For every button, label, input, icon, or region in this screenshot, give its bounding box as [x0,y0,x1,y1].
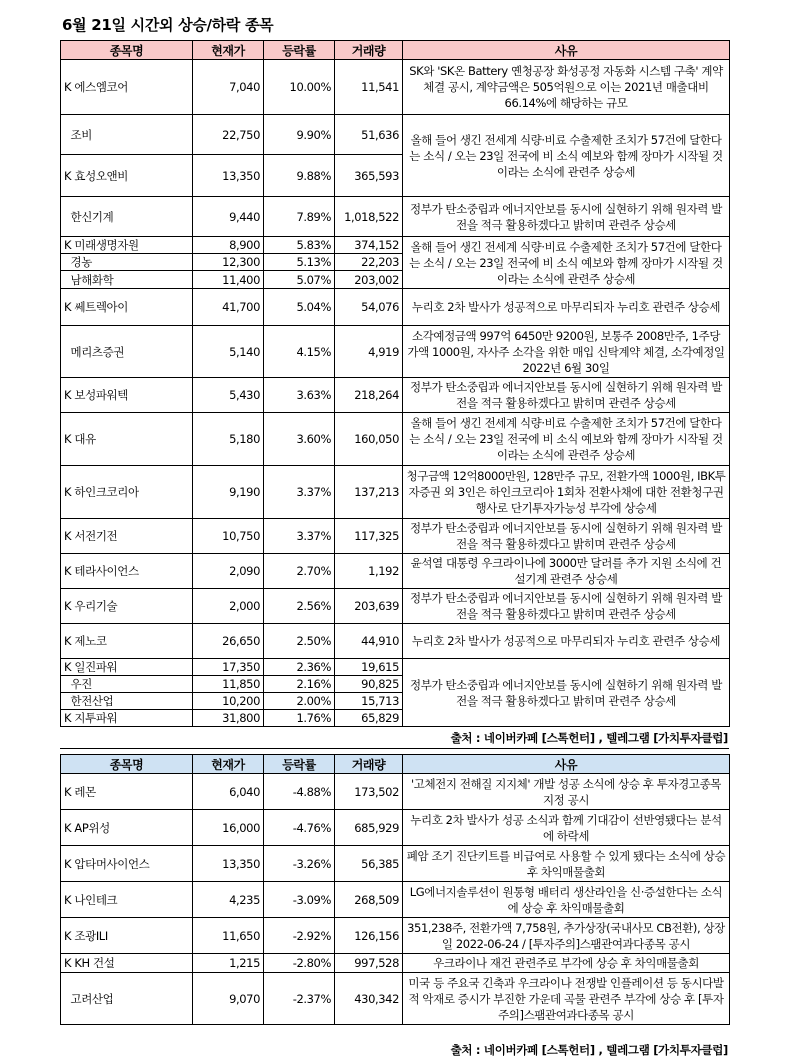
stock-change: 5.04% [264,289,335,326]
stock-change: 5.13% [264,254,335,271]
stock-volume: 90,825 [335,676,403,693]
table-row [61,413,730,466]
stock-name: K 조광ILI [61,918,193,954]
stock-name: K 일진파워 [61,659,193,676]
stock-reason: 정부가 탄소중립과 에너지안보를 동시에 실현하기 위해 원자력 발전을 적극 활용하겠다고 밝히며 관련주 상승세 [403,197,730,237]
stock-reason: 청구금액 12억8000만원, 128만주 규모, 전환가액 1000원, IBK투자증권 외 3인은 하인크코리아 1회차 전환사채에 대한 전환청구권 행사로 단기투자가능성 부각에 상승세 [403,466,730,519]
stock-volume: 997,528 [335,954,403,973]
stock-change: 5.07% [264,271,335,289]
fall-table [60,754,730,1025]
stock-change: -2.92% [264,918,335,954]
stock-change: 3.63% [264,378,335,413]
stock-volume: 1,018,522 [335,197,403,237]
stock-change: 3.37% [264,466,335,519]
stock-price: 10,200 [193,693,264,710]
stock-price: 9,070 [193,973,264,1025]
stock-name: K 레몬 [61,774,193,810]
stock-price: 17,350 [193,659,264,676]
stock-change: 2.36% [264,659,335,676]
stock-reason: 미국 등 주요국 긴축과 우크라이나 전쟁발 인플레이션 등 동시다발적 악재로 증시가 부진한 가운데 곡물 관련주 부각에 상승 후 [투자주의]스팸관여과다종목 공시 [403,973,730,1025]
stock-change: 2.00% [264,693,335,710]
table-row [61,918,730,954]
stock-volume: 126,156 [335,918,403,954]
stock-price: 13,350 [193,846,264,882]
stock-volume: 4,919 [335,326,403,378]
stock-reason: 우크라이나 재건 관련주로 부각에 상승 후 차익매물출회 [403,954,730,973]
stock-name: 남해화학 [61,271,193,289]
stock-reason: 폐암 조기 진단키트를 비급여로 사용할 수 있게 됐다는 소식에 상승 후 차익매물출회 [403,846,730,882]
table-row [61,882,730,918]
stock-change: 2.16% [264,676,335,693]
stock-name: K 우리기술 [61,589,193,624]
stock-name: 조비 [61,115,193,155]
header-volume: 거래량 [335,41,403,60]
stock-name: K 하인크코리아 [61,466,193,519]
source-caption-bottom: 출처 : 네이버카페 [스톡헌터] , 텔레그램 [가치투자클럽] [450,1043,728,1057]
section-divider [60,748,729,749]
stock-price: 16,000 [193,810,264,846]
stock-price: 9,190 [193,466,264,519]
stock-reason: 누리호 2차 발사가 성공 소식과 함께 기대감이 선반영됐다는 분석에 하락세 [403,810,730,846]
stock-change: 4.15% [264,326,335,378]
table-row [61,589,730,624]
stock-reason: 윤석열 대통령 우크라이나에 3000만 달러를 추가 지원 소식에 건설기계 관련주 상승세 [403,554,730,589]
stock-price: 8,900 [193,237,264,254]
table-row [61,624,730,659]
stock-price: 1,215 [193,954,264,973]
stock-volume: 685,929 [335,810,403,846]
stock-reason: 누리호 2차 발사가 성공적으로 마무리되자 누리호 관련주 상승세 [403,624,730,659]
stock-name: K 대유 [61,413,193,466]
rise-header-row [61,41,730,60]
stock-name: 한신기계 [61,197,193,237]
stock-price: 2,000 [193,589,264,624]
header-name: 종목명 [61,41,193,60]
stock-reason: 351,238주, 전환가액 7,758원, 추가상장(국내사모 CB전환), 상장일 2022-06-24 / [투자주의]스팸관여과다종목 공시 [403,918,730,954]
stock-change: -4.88% [264,774,335,810]
stock-reason: 정부가 탄소중립과 에너지안보를 동시에 실현하기 위해 원자력 발전을 적극 활용하겠다고 밝히며 관련주 상승세 [403,659,730,727]
stock-name: K 효성오앤비 [61,155,193,197]
stock-reason: '고체전지 전해질 지지체' 개발 성공 소식에 상승 후 투자경고종목지정 공시 [403,774,730,810]
stock-volume: 160,050 [335,413,403,466]
stock-price: 12,300 [193,254,264,271]
stock-volume: 173,502 [335,774,403,810]
stock-change: 3.37% [264,519,335,554]
stock-volume: 22,203 [335,254,403,271]
stock-change: 3.60% [264,413,335,466]
stock-price: 2,090 [193,554,264,589]
table-row [61,554,730,589]
stock-change: 9.88% [264,155,335,197]
stock-volume: 137,213 [335,466,403,519]
stock-change: 2.56% [264,589,335,624]
table-row [61,60,730,115]
stock-price: 11,850 [193,676,264,693]
stock-change: -3.09% [264,882,335,918]
stock-name: 우진 [61,676,193,693]
stock-change: 9.90% [264,115,335,155]
table-row [61,115,730,155]
table-row [61,810,730,846]
stock-reason: SK와 'SK온 Battery 옌청공장 화성공정 자동화 시스템 구축' 계약 체결 공시, 계약금액은 505억원으로 이는 2021년 매출대비 66.14%에 해당하는 규모 [403,60,730,115]
stock-name: K 미래생명자원 [61,237,193,254]
stock-change: 7.89% [264,197,335,237]
stock-price: 11,650 [193,918,264,954]
stock-volume: 15,713 [335,693,403,710]
stock-price: 10,750 [193,519,264,554]
stock-name: K 압타머사이언스 [61,846,193,882]
table-row [61,197,730,237]
header-price: 현재가 [193,41,264,60]
header-change: 등락률 [264,41,335,60]
stock-reason: 소각예정금액 997억 6450만 9200원, 보통주 2008만주, 1주당 가액 1000원, 자사주 소각을 위한 매입 신탁계약 체결, 소각예정일 2022년 6월 30일 [403,326,730,378]
stock-change: -2.37% [264,973,335,1025]
stock-name: K 쎄트렉아이 [61,289,193,326]
stock-price: 5,180 [193,413,264,466]
header-price: 현재가 [193,755,264,774]
stock-change: 2.70% [264,554,335,589]
stock-name: K 지투파워 [61,710,193,727]
header-volume: 거래량 [335,755,403,774]
stock-change: 1.76% [264,710,335,727]
stock-volume: 430,342 [335,973,403,1025]
stock-volume: 218,264 [335,378,403,413]
page-title: 6월 21일 시간외 상승/하락 종목 [62,16,274,34]
stock-change: -3.26% [264,846,335,882]
stock-reason: 정부가 탄소중립과 에너지안보를 동시에 실현하기 위해 원자력 발전을 적극 활용하겠다고 밝히며 관련주 상승세 [403,589,730,624]
stock-price: 6,040 [193,774,264,810]
table-row [61,378,730,413]
stock-volume: 374,152 [335,237,403,254]
table-row [61,326,730,378]
stock-reason: 올해 들어 생긴 전세계 식량·비료 수출제한 조치가 57건에 달한다는 소식 / 오는 23일 전국에 비 소식 예보와 함께 장마가 시작될 것이라는 소식에 관련주 상승세 [403,115,730,197]
stock-volume: 51,636 [335,115,403,155]
header-reason: 사유 [403,41,730,60]
header-change: 등락률 [264,755,335,774]
stock-name: 경농 [61,254,193,271]
stock-price: 41,700 [193,289,264,326]
stock-volume: 44,910 [335,624,403,659]
stock-volume: 56,385 [335,846,403,882]
stock-change: 2.50% [264,624,335,659]
stock-volume: 268,509 [335,882,403,918]
stock-reason: 올해 들어 생긴 전세계 식량·비료 수출제한 조치가 57건에 달한다는 소식 / 오는 23일 전국에 비 소식 예보와 함께 장마가 시작될 것이라는 소식에 관련주 상승세 [403,413,730,466]
fall-header-row [61,755,730,774]
stock-name: K KH 건설 [61,954,193,973]
header-reason: 사유 [403,755,730,774]
stock-volume: 365,593 [335,155,403,197]
stock-price: 13,350 [193,155,264,197]
stock-price: 11,400 [193,271,264,289]
stock-price: 5,430 [193,378,264,413]
stock-price: 9,440 [193,197,264,237]
stock-price: 31,800 [193,710,264,727]
stock-reason: 누리호 2차 발사가 성공적으로 마무리되자 누리호 관련주 상승세 [403,289,730,326]
stock-name: K 서전기전 [61,519,193,554]
table-row [61,289,730,326]
stock-change: 5.83% [264,237,335,254]
stock-name: 한전산업 [61,693,193,710]
header-name: 종목명 [61,755,193,774]
stock-volume: 203,639 [335,589,403,624]
table-row [61,973,730,1025]
stock-name: K 나인테크 [61,882,193,918]
table-row [61,954,730,973]
rise-table [60,40,730,727]
stock-volume: 54,076 [335,289,403,326]
stock-volume: 203,002 [335,271,403,289]
stock-name: K 에스엠코어 [61,60,193,115]
stock-change: -2.80% [264,954,335,973]
table-row [61,659,730,676]
stock-volume: 11,541 [335,60,403,115]
table-row [61,846,730,882]
stock-name: K 보성파워텍 [61,378,193,413]
stock-reason: 정부가 탄소중립과 에너지안보를 동시에 실현하기 위해 원자력 발전을 적극 활용하겠다고 밝히며 관련주 상승세 [403,519,730,554]
table-row [61,237,730,254]
stock-change: -4.76% [264,810,335,846]
table-row [61,774,730,810]
stock-price: 22,750 [193,115,264,155]
stock-volume: 19,615 [335,659,403,676]
stock-reason: 정부가 탄소중립과 에너지안보를 동시에 실현하기 위해 원자력 발전을 적극 활용하겠다고 밝히며 관련주 상승세 [403,378,730,413]
table-row [61,466,730,519]
stock-name: K AP위성 [61,810,193,846]
stock-price: 26,650 [193,624,264,659]
stock-name: 고려산업 [61,973,193,1025]
stock-reason: 올해 들어 생긴 전세계 식량·비료 수출제한 조치가 57건에 달한다는 소식 / 오는 23일 전국에 비 소식 예보와 함께 장마가 시작될 것이라는 소식에 관련주 상승세 [403,237,730,289]
stock-name: K 테라사이언스 [61,554,193,589]
stock-volume: 117,325 [335,519,403,554]
stock-volume: 1,192 [335,554,403,589]
stock-price: 4,235 [193,882,264,918]
stock-volume: 65,829 [335,710,403,727]
stock-change: 10.00% [264,60,335,115]
stock-name: 메리츠증권 [61,326,193,378]
stock-price: 5,140 [193,326,264,378]
stock-reason: LG에너지솔루션이 원통형 배터리 생산라인을 신·증설한다는 소식에 상승 후 차익매물출회 [403,882,730,918]
stock-name: K 제노코 [61,624,193,659]
table-row [61,519,730,554]
source-caption: 출처 : 네이버카페 [스톡헌터] , 텔레그램 [가치투자클럽] [450,731,728,745]
stock-price: 7,040 [193,60,264,115]
